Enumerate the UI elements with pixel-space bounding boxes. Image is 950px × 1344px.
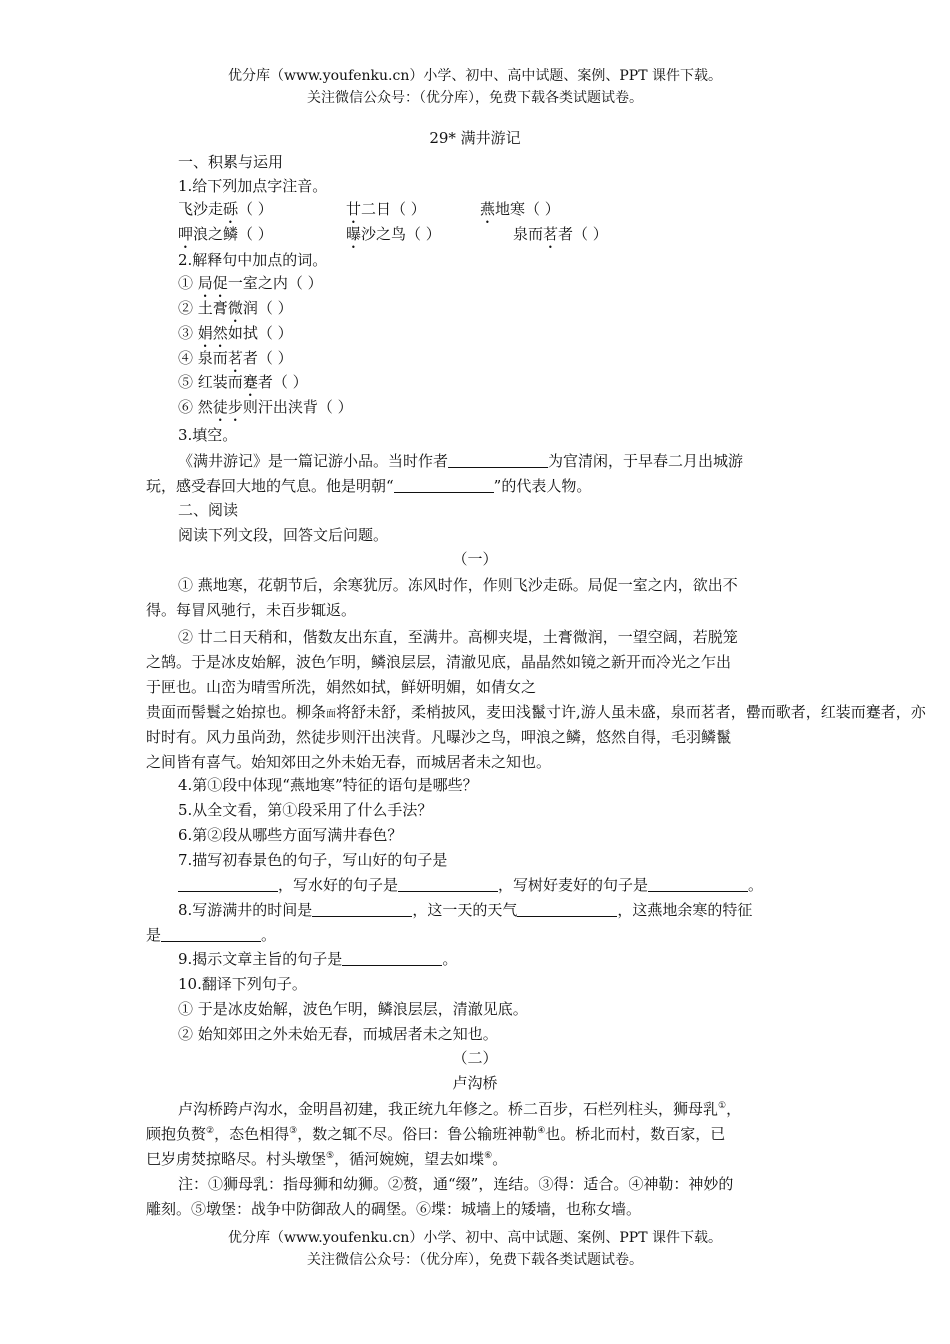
header-line-1: 优分库（www.youfenku.cn）小学、初中、高中试题、案例、PPT 课件下载。: [227, 68, 722, 84]
q1-item: 飞沙走砾（ ）: [178, 200, 273, 218]
passage-line: 之间皆有喜气。始知郊田之外未始无春，而城居者未之知也。: [146, 753, 552, 771]
q2-item: ③ 娟然如拭（ ）: [178, 324, 293, 342]
q10-item: ② 始知郊田之外未始无春，而城居者未之知也。: [178, 1025, 498, 1043]
section-heading-2: 二、阅读: [178, 501, 239, 519]
passage-line: 时时有。风力虽尚劲，然徒步则汗出浃背。凡曝沙之鸟，呷浪之鳞，悠然自得，毛羽鳞鬣: [146, 728, 732, 746]
answer-blank[interactable]: [178, 875, 278, 892]
passage-line: 卢沟桥跨卢沟水，金明昌初建，我正统九年修之。桥二百步，石栏列柱头，狮母乳①，: [178, 1100, 742, 1118]
q2-item: ④ 泉而茗者（ ）: [178, 349, 293, 367]
q3-line-2: 玩，感受春回大地的气息。他是明朝“ ”的代表人物。: [146, 477, 592, 495]
q8-line-2: 是 。: [146, 926, 277, 944]
question-4: 4.第①段中体现“燕地寒”特征的语句是哪些？: [178, 776, 478, 794]
answer-blank[interactable]: [394, 476, 494, 493]
answer-blank[interactable]: [398, 875, 498, 892]
notes-line: 雕刻。⑤墩堡：战争中防御敌人的碉堡。⑥堞：城墙上的矮墙，也称女墙。: [146, 1200, 642, 1218]
answer-blank[interactable]: [342, 949, 442, 966]
passage-line: ① 燕地寒，花朝节后，余寒犹厉。冻风时作，作则飞沙走砾。局促一室之内，欲出不: [178, 576, 738, 594]
q1-item: 燕地寒（ ）: [480, 200, 560, 218]
question-3: 3.填空。: [178, 426, 238, 444]
page-title: 29* 满井游记: [429, 129, 521, 147]
notes-line: 注：①狮母乳：指母狮和幼狮。②赘，通“缀”，连结。③得：适合。④神勒：神妙的: [178, 1175, 734, 1193]
header-line-2: 关注微信公众号：（优分库），免费下载各类试题试卷。: [307, 90, 643, 106]
passage-line: 得。每冒风驰行，未百步辄返。: [146, 601, 357, 619]
question-8: 8.写游满井的时间是 ，这一天的天气 ，这燕地余寒的特征: [178, 901, 753, 919]
q2-item: ⑤ 红装而蹇者（ ）: [178, 373, 308, 391]
q2-item: ② 土膏微润（ ）: [178, 299, 293, 317]
answer-blank[interactable]: [517, 900, 617, 917]
question-5: 5.从全文看，第①段采用了什么手法？: [178, 801, 433, 819]
q3-line-1: 《满井游记》是一篇记游小品。当时作者 为官清闲，于早春二月出城游: [178, 452, 744, 470]
question-7: 7.描写初春景色的句子，写山好的句子是: [178, 851, 448, 869]
question-9: 9.揭示文章主旨的句子是 。: [178, 950, 458, 968]
answer-blank[interactable]: [448, 451, 548, 468]
part-1-label: （一）: [452, 550, 498, 568]
q2-item: ① 局促一室之内（ ）: [178, 274, 323, 292]
passage-line: 顾抱负赘②，态色相得③，数之辄不尽。俗曰：鲁公输班神勒④也。桥北而村，数百家，已: [146, 1125, 726, 1143]
footer-line-2: 关注微信公众号：（优分库），免费下载各类试题试卷。: [307, 1252, 643, 1268]
passage-line: ② 廿二日天稍和，偕数友出东直，至满井。高柳夹堤，土膏微润，一望空阔，若脱笼: [178, 628, 738, 646]
passage-line: 贵面而髻鬟之始掠也。柳条面将舒未舒，柔梢披风，麦田浅鬣寸许,游人虽未盛，泉而茗者，罍而歌者，红装而蹇者，亦: [146, 703, 926, 721]
q7-line-2: ，写水好的句子是 ，写树好麦好的句子是 。: [178, 874, 763, 896]
passage-line: 于匣也。山峦为晴雪所洗，娟然如拭，鲜妍明媚，如倩女之: [146, 678, 537, 696]
answer-blank[interactable]: [161, 925, 261, 942]
part-2-label: （二）: [452, 1049, 498, 1067]
part-2-title: 卢沟桥: [452, 1074, 498, 1092]
section-heading-1: 一、积累与运用: [178, 153, 284, 171]
q1-item: 廿二日（ ）: [346, 200, 426, 218]
question-6: 6.第②段从哪些方面写满井春色？: [178, 826, 403, 844]
question-10: 10.翻译下列句子。: [178, 975, 307, 993]
q1-item: 泉而茗者（ ）: [513, 225, 608, 243]
answer-blank[interactable]: [648, 875, 748, 892]
q10-item: ① 于是冰皮始解，波色乍明，鳞浪层层，清澈见底。: [178, 1000, 528, 1018]
reading-intro: 阅读下列文段，回答文后问题。: [178, 526, 389, 544]
q2-item: ⑥ 然徒步则汗出浃背（ ）: [178, 398, 353, 416]
question-1: 1.给下列加点字注音。: [178, 177, 328, 195]
passage-line: 巳岁虏焚掠略尽。村头墩堡⑤，循河婉婉，望去如堞⑥。: [146, 1150, 508, 1168]
passage-line: 之鹄。于是冰皮始解，波色乍明，鳞浪层层，清澈见底，晶晶然如镜之新开而冷光之乍出: [146, 653, 732, 671]
question-2: 2.解释句中加点的词。: [178, 251, 328, 269]
answer-blank[interactable]: [312, 900, 412, 917]
q1-item: 曝沙之鸟（ ）: [346, 225, 441, 243]
footer-line-1: 优分库（www.youfenku.cn）小学、初中、高中试题、案例、PPT 课件下载。: [227, 1230, 722, 1246]
q1-item: 呷浪之鳞（ ）: [178, 225, 273, 243]
